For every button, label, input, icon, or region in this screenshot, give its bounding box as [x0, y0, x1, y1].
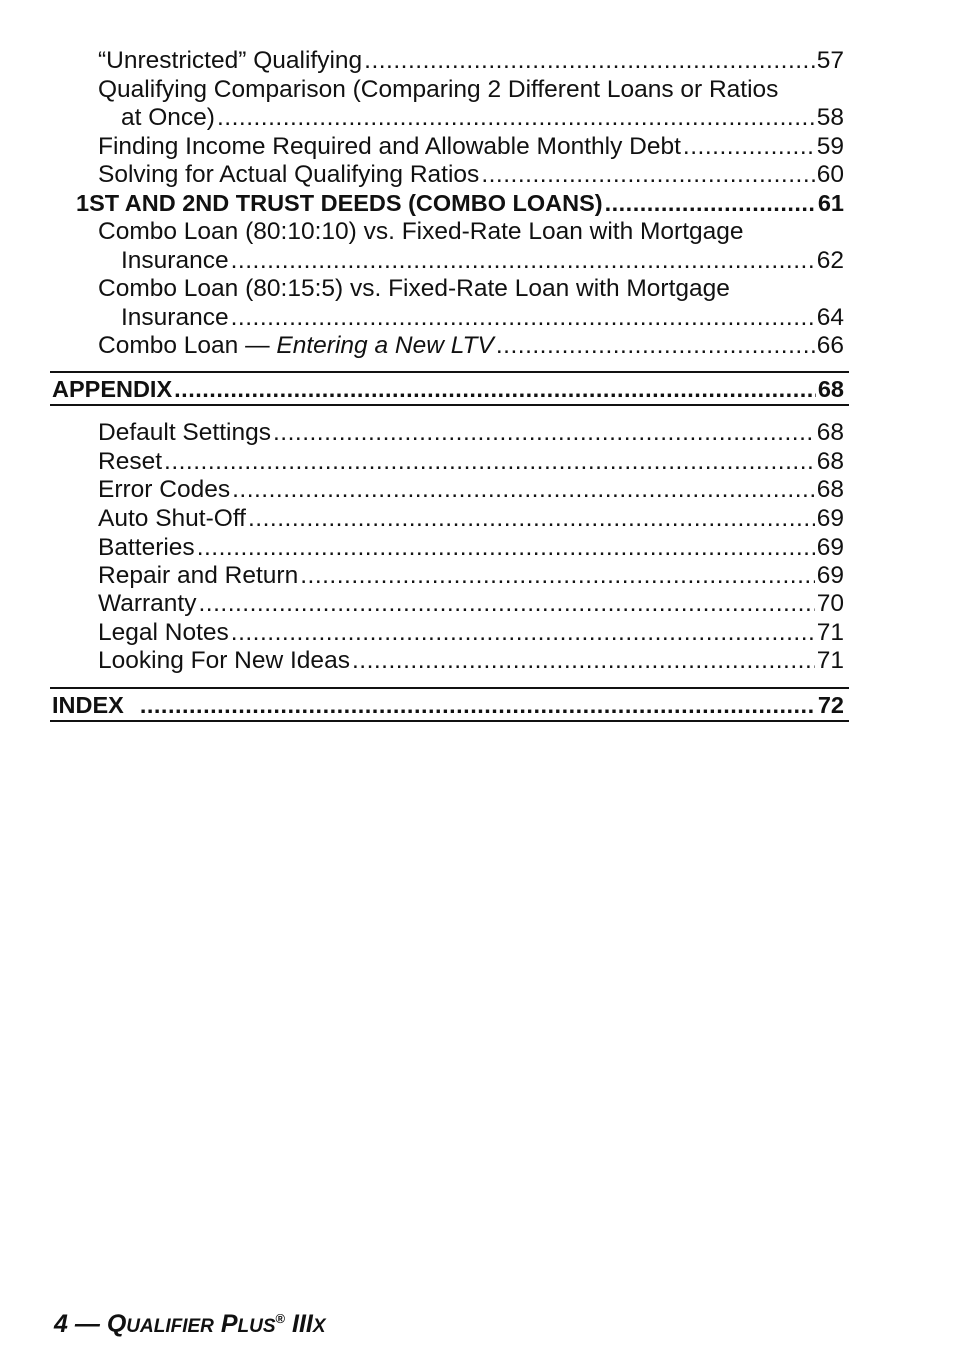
toc-entry-label: Solving for Actual Qualifying Ratios	[98, 161, 480, 188]
toc-entry-page: 69	[816, 505, 844, 532]
toc-entry-label: Batteries	[98, 534, 195, 561]
leader-dots	[231, 619, 815, 647]
leader-dots	[174, 375, 816, 403]
leader-dots	[198, 590, 814, 618]
toc-entry-line1[interactable]: Qualifying Comparison (Comparing 2 Different Loans or Ratios	[98, 76, 779, 103]
toc-entry-page: 62	[816, 247, 844, 274]
leader-dots	[164, 448, 815, 476]
toc-section-index[interactable]	[52, 691, 844, 719]
toc-entry-page: 70	[816, 590, 844, 617]
leader-dots	[683, 133, 815, 161]
toc-entry-label: at Once)	[121, 104, 215, 131]
toc-entry-label: 1ST AND 2ND TRUST DEEDS (COMBO LOANS)	[76, 190, 603, 216]
toc-entry-label: Insurance	[121, 304, 229, 331]
footer-title-lus: LUS	[237, 1316, 276, 1337]
footer-page-number: 4	[54, 1310, 68, 1338]
leader-dots	[231, 304, 815, 332]
footer-title-x: X	[312, 1316, 326, 1337]
leader-dots	[605, 189, 816, 217]
toc-entry[interactable]	[98, 534, 844, 562]
divider	[50, 371, 849, 373]
footer-title-iii: III	[285, 1310, 313, 1338]
leader-dots	[231, 247, 815, 275]
toc-entry-page: 66	[816, 332, 844, 359]
leader-dots	[300, 562, 815, 590]
toc-entry-page: 60	[816, 161, 844, 188]
toc-entry-label-plain: Combo Loan —	[98, 332, 277, 359]
toc-entry[interactable]	[121, 304, 844, 332]
toc-entry-page: 61	[817, 190, 844, 216]
leader-dots	[481, 161, 814, 189]
toc-entry-page: 72	[817, 692, 844, 718]
toc-entry[interactable]	[98, 419, 844, 447]
toc-entry-page: 57	[816, 47, 844, 74]
leader-dots	[364, 47, 815, 75]
leader-dots	[352, 647, 815, 675]
toc-entry[interactable]	[98, 590, 844, 618]
toc-entry-label: Finding Income Required and Allowable Monthly Debt	[98, 133, 681, 160]
toc-entry[interactable]	[98, 505, 844, 533]
leader-dots	[197, 534, 815, 562]
divider	[50, 687, 849, 689]
toc-entry[interactable]	[98, 161, 844, 189]
toc-entry[interactable]	[98, 332, 844, 360]
toc-entry-label: APPENDIX	[52, 376, 173, 402]
toc-entry-label-italic: Entering a New LTV	[276, 332, 494, 359]
divider	[50, 404, 849, 406]
leader-dots	[248, 505, 815, 533]
toc-entry-label	[98, 332, 494, 360]
toc-entry[interactable]	[98, 448, 844, 476]
divider	[50, 720, 849, 722]
toc-entry-label: Repair and Return	[98, 562, 299, 589]
footer-title-p: P	[213, 1310, 238, 1338]
leader-dots	[217, 104, 815, 132]
registered-mark: ®	[275, 1311, 286, 1326]
toc-entry-page: 71	[816, 647, 844, 674]
toc-section-appendix[interactable]	[52, 375, 844, 403]
toc-entry-page: 69	[816, 562, 844, 589]
toc-entry-label: Insurance	[121, 247, 229, 274]
toc-entry-label: Warranty	[98, 590, 197, 617]
toc-entry[interactable]	[98, 619, 844, 647]
toc-entry[interactable]	[98, 476, 844, 504]
toc-entry-label: Auto Shut-Off	[98, 505, 246, 532]
toc-entry-page: 68	[816, 476, 844, 503]
toc-entry-page: 71	[816, 619, 844, 646]
leader-dots	[273, 419, 815, 447]
toc-entry-label: Default Settings	[98, 419, 271, 446]
toc-entry-label: Looking For New Ideas	[98, 647, 350, 674]
toc-entry-page: 68	[816, 448, 844, 475]
toc-entry-label: Error Codes	[98, 476, 231, 503]
toc-entry[interactable]	[98, 562, 844, 590]
leader-dots	[496, 332, 815, 360]
toc-entry[interactable]	[98, 647, 844, 675]
toc-entry[interactable]	[98, 47, 844, 75]
footer-title-q: Q	[106, 1310, 127, 1338]
toc-entry[interactable]	[121, 104, 844, 132]
toc-entry-page: 58	[816, 104, 844, 131]
toc-section-combo-loans[interactable]	[76, 189, 844, 217]
toc-entry-page: 68	[816, 419, 844, 446]
toc-entry-label: “Unrestricted” Qualifying	[98, 47, 363, 74]
toc-entry-page: 69	[816, 534, 844, 561]
toc-entry-line1[interactable]: Combo Loan (80:10:10) vs. Fixed-Rate Loan with Mortgage	[98, 218, 744, 245]
toc-entry[interactable]	[121, 247, 844, 275]
toc-entry-label: INDEX	[52, 692, 124, 718]
page-footer	[54, 1310, 326, 1339]
footer-dash: —	[67, 1310, 107, 1338]
leader-dots	[232, 476, 815, 504]
toc-entry-line1[interactable]: Combo Loan (80:15:5) vs. Fixed-Rate Loan with Mortgage	[98, 275, 730, 302]
footer-title-ualifier: UALIFIER	[126, 1316, 214, 1337]
toc-entry[interactable]	[98, 133, 844, 161]
toc-entry-label: Reset	[98, 448, 163, 475]
toc-entry-page: 59	[816, 133, 844, 160]
leader-dots	[140, 691, 816, 719]
toc-entry-label: Legal Notes	[98, 619, 229, 646]
toc-entry-page: 68	[817, 376, 844, 402]
toc-entry-page: 64	[816, 304, 844, 331]
